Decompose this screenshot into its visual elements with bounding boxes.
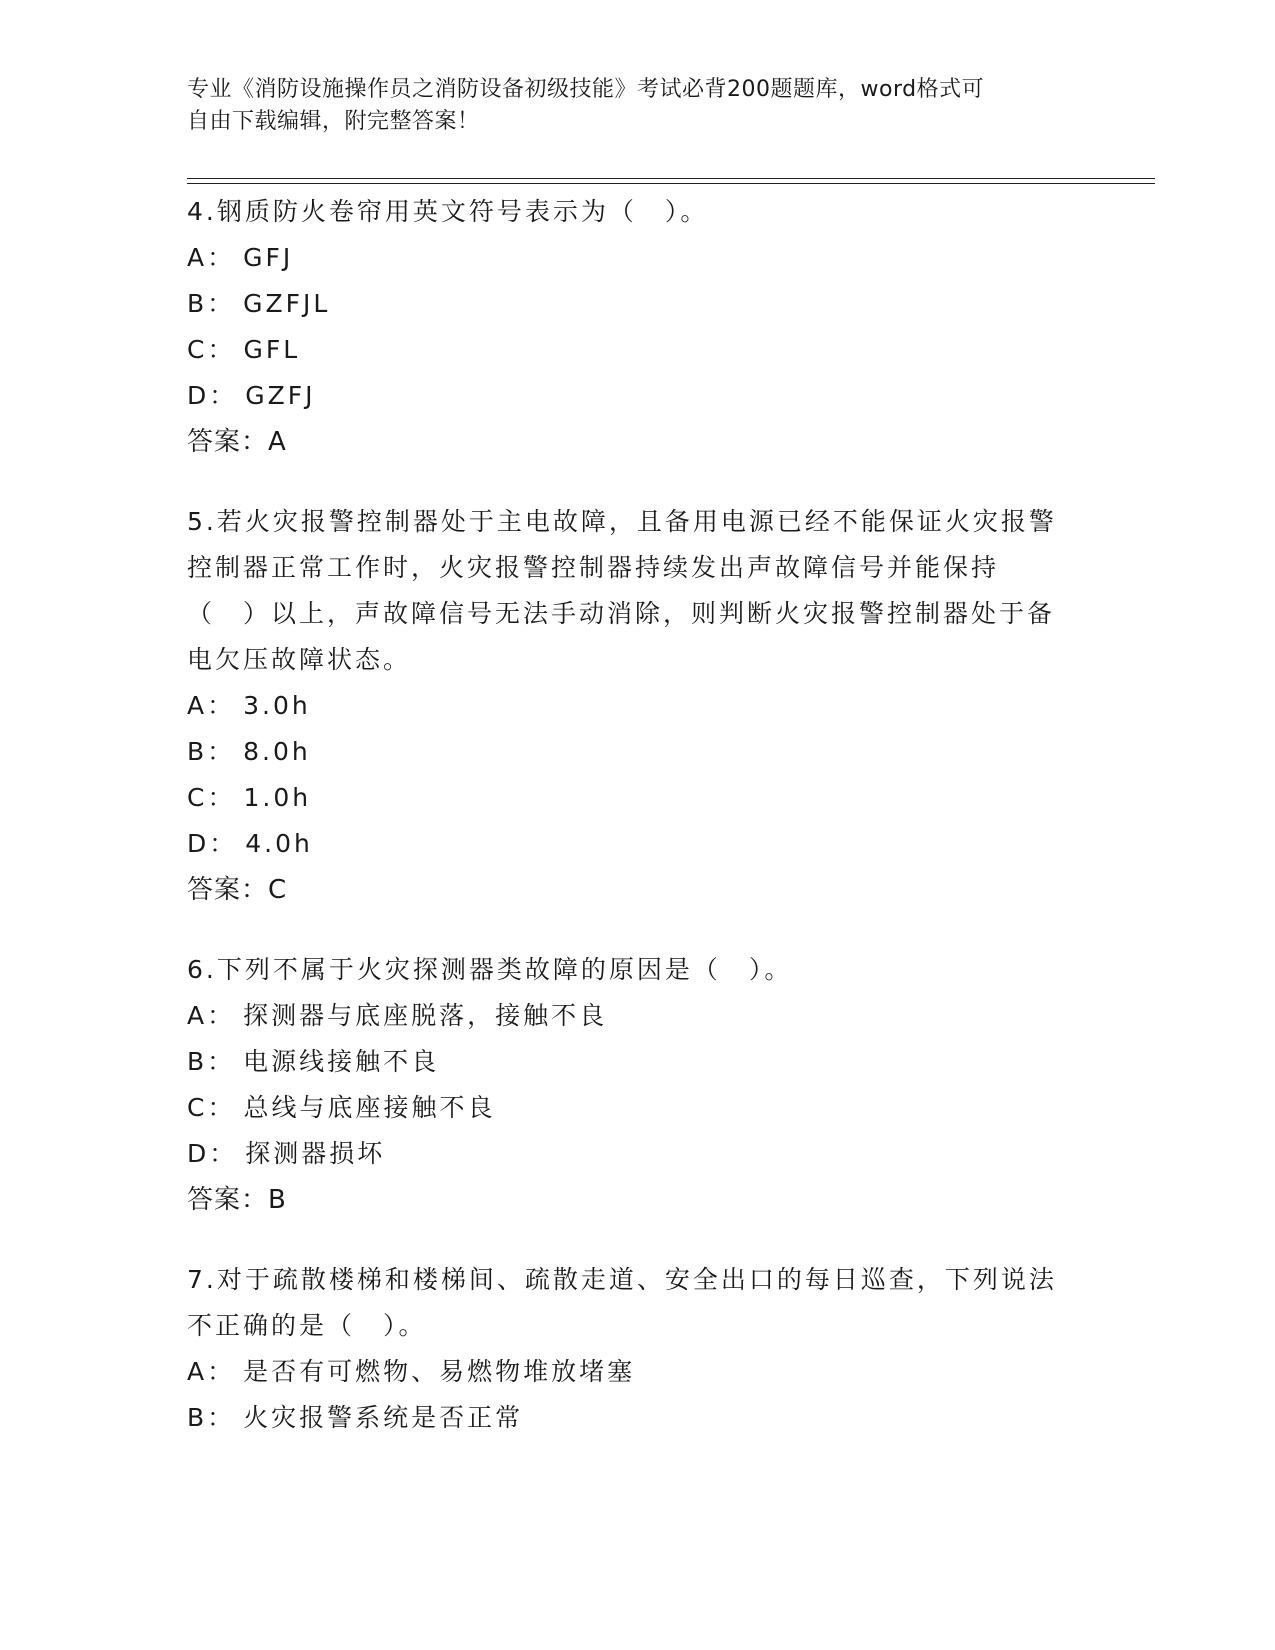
- option-value: 是否有可燃物、易燃物堆放堵塞: [243, 1357, 636, 1386]
- option-value: GFL: [243, 335, 301, 364]
- document-header: [187, 74, 1067, 138]
- option-key: A：: [187, 1357, 236, 1386]
- option-key: A：: [187, 243, 236, 272]
- answer-line: 答案：A: [187, 427, 287, 457]
- option-value: GZFJL: [243, 289, 331, 318]
- option-a: [187, 1349, 1067, 1395]
- option-value: GZFJ: [245, 381, 316, 410]
- option-key: C：: [187, 783, 236, 812]
- option-value: 火灾报警系统是否正常: [243, 1403, 524, 1432]
- option-c: [187, 327, 1067, 373]
- question-text: 5.若火灾报警控制器处于主电故障，且备用电源已经不能保证火灾报警控制器正常工作时，火灾报警控制器持续发出声故障信号并能保持（ ）以上，声故障信号无法手动消除，则判断火灾报警控制器处于备电欠压故障状态。: [187, 507, 1057, 674]
- question-4: [187, 189, 1067, 465]
- answer-line: 答案：B: [187, 1185, 287, 1215]
- option-a: [187, 235, 1067, 281]
- option-d: [187, 821, 1067, 867]
- question-5: [187, 499, 1067, 913]
- option-key: A：: [187, 1001, 236, 1030]
- question-text: 4.钢质防火卷帘用英文符号表示为（ ）。: [187, 197, 709, 226]
- option-key: C：: [187, 1093, 236, 1122]
- option-value: 1.0h: [243, 783, 312, 812]
- answer-line: 答案：C: [187, 875, 288, 905]
- option-a: [187, 683, 1067, 729]
- header-divider-bottom: [187, 183, 1155, 184]
- option-key: B：: [187, 737, 236, 766]
- option-b: [187, 281, 1067, 327]
- option-b: [187, 1395, 1067, 1441]
- question-text: 6.下列不属于火灾探测器类故障的原因是（ ）。: [187, 955, 793, 984]
- header-line-2: 自由下载编辑，附完整答案！: [187, 109, 480, 134]
- option-key: B：: [187, 1047, 236, 1076]
- option-value: 总线与底座接触不良: [243, 1093, 496, 1122]
- option-value: 探测器与底座脱落，接触不良: [243, 1001, 608, 1030]
- option-key: D：: [187, 1139, 238, 1168]
- option-b: [187, 1039, 1067, 1085]
- question-6: [187, 947, 1067, 1223]
- option-a: [187, 993, 1067, 1039]
- option-value: 电源线接触不良: [243, 1047, 440, 1076]
- header-line-1: 专业《消防设施操作员之消防设备初级技能》考试必背200题题库，word格式可: [187, 77, 985, 102]
- option-value: 探测器损坏: [245, 1139, 386, 1168]
- option-b: [187, 729, 1067, 775]
- option-value: 3.0h: [243, 691, 311, 720]
- option-key: D：: [187, 381, 238, 410]
- option-value: GFJ: [243, 243, 294, 272]
- question-7: [187, 1257, 1067, 1441]
- header-divider-top: [187, 178, 1155, 179]
- option-key: A：: [187, 691, 236, 720]
- option-value: 4.0h: [245, 829, 313, 858]
- option-key: C：: [187, 335, 236, 364]
- option-key: D：: [187, 829, 238, 858]
- option-c: [187, 1085, 1067, 1131]
- question-text: 7.对于疏散楼梯和楼梯间、疏散走道、安全出口的每日巡查，下列说法不正确的是（ ）。: [187, 1265, 1057, 1340]
- option-c: [187, 775, 1067, 821]
- option-value: 8.0h: [243, 737, 311, 766]
- option-d: [187, 1131, 1067, 1177]
- option-key: B：: [187, 289, 236, 318]
- option-key: B：: [187, 1403, 236, 1432]
- question-list: [187, 189, 1067, 1475]
- option-d: [187, 373, 1067, 419]
